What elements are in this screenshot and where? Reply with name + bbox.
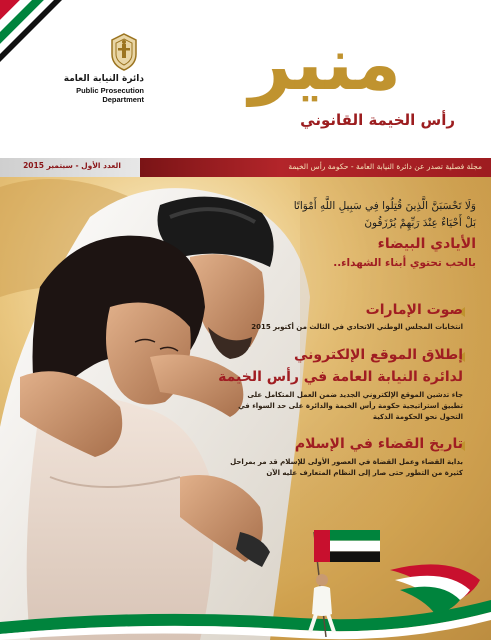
feature-title: الأيادي البيضاء	[377, 236, 476, 252]
section-body-judiciary-history	[213, 457, 463, 479]
verse-line-2: بَلْ أَحْيَاءٌ عِنْدَ رَبِّهِمْ يُرْزَقُونَ	[364, 217, 476, 229]
section-title-uae-voice: صوت الإمارات	[365, 302, 463, 318]
department-name-english: Public Prosecution Department	[76, 86, 144, 104]
section-title-website-line2: لدائرة النيابة العامة في رأس الخيمة	[218, 369, 463, 385]
verse-line-1: وَلَا تَحْسَبَنَّ الَّذِينَ قُتِلُوا فِي سَبِيلِ اللَّهِ أَمْوَاتًا	[293, 200, 476, 212]
issue-band	[0, 158, 491, 177]
body-line: جاء تدشين الموقع الإلكتروني الجديد ضمن العمل المتكامل على	[247, 391, 463, 399]
feature-subtitle: بالحب تحتوي أبناء الشهداء..	[333, 257, 476, 269]
body-line: كثيرة من التطور حتى صار إلى النظام المتعارف عليه الآن	[266, 469, 463, 477]
magazine-tagline: مجلة فصلية تصدر عن دائرة النيابة العامة - حكومة رأس الخيمة	[288, 162, 482, 171]
uae-flag-icon	[296, 522, 386, 637]
issue-number: العدد الأول - سبتمبر 2015	[23, 161, 121, 170]
body-line: تطبيق استراتيجية حكومة رأس الخيمة والدائرة على حد السواء في	[238, 402, 463, 410]
body-line: انتخابات المجلس الوطني الاتحادي في الثالث من أكتوبر 2015	[251, 323, 463, 331]
magazine-subtitle: رأس الخيمة القانوني	[300, 111, 455, 129]
masthead	[0, 0, 491, 158]
section-body-website	[213, 390, 463, 423]
flag-ribbon-icon	[0, 560, 491, 640]
body-line: التحول نحو الحكومة الذكية	[372, 413, 463, 421]
section-title-website-line1: إطلاق الموقع الإلكتروني	[294, 347, 463, 363]
section-title-judiciary-history: تاريخ القضاء في الإسلام	[294, 436, 463, 452]
department-name-arabic: دائرة النيابة العامة	[63, 74, 144, 84]
quran-verse	[214, 198, 476, 232]
section-body-uae-voice	[233, 322, 463, 333]
body-line: بداية القضاء وعمل القضاة في العصور الأولى للإسلام قد مر بمراحل	[230, 458, 463, 466]
prosecution-emblem-icon	[107, 32, 141, 72]
magazine-title: منير	[248, 21, 402, 107]
uae-flag-corner-icon	[0, 0, 62, 62]
